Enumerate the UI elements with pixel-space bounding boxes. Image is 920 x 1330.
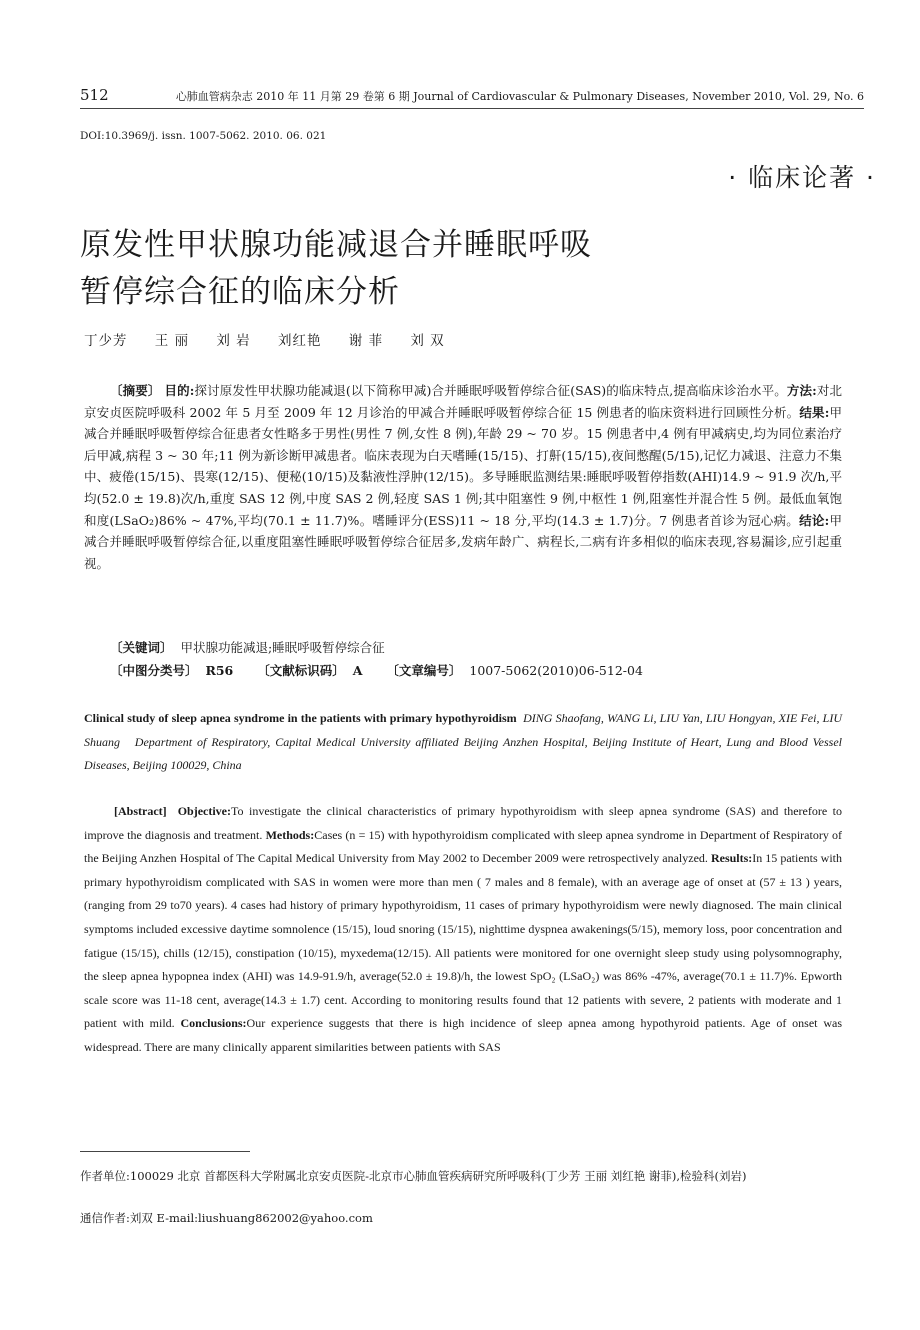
author: 谢 菲 [348,333,384,349]
en-conclusions-text: Our experience suggests that there is high incidence of sleep apnea among hypothyroid patients. Age of onset was widespread. There are many clinically apparent similarities between patients with SAS [84,1016,842,1054]
abstract-label: 〔摘要〕 [110,383,161,398]
author: 刘 岩 [216,333,251,349]
conclusion-text: 甲减合并睡眠呼吸暂停综合征,以重度阻塞性睡眠呼吸暂停综合征居多,发病年龄广、病程长,二病有许多相似的临床表现,容易漏诊,应引起重视。 [84,512,842,571]
methods-text: 对北京安贞医院呼吸科 2002 年 5 月至 2009 年 12 月诊治的甲减合并睡眠呼吸暂停综合征 15 例患者的临床资料进行回顾性分析。 [84,383,842,420]
methods-label: 方法: [786,383,817,398]
english-authors: DING Shaofang, WANG Li, LIU Yan, LIU Hongyan, XIE Fei, LIU Shuang [84,711,842,749]
title-line-2: 暂停综合征的临床分析 [80,274,400,310]
en-results-label: Results: [710,851,753,866]
english-abstract [84,800,842,1060]
author: 刘红艳 [277,333,322,349]
title-line-1: 原发性甲状腺功能减退合并睡眠呼吸 [80,227,592,263]
results-text: 甲减合并睡眠呼吸暂停综合征患者女性略多于男性(男性 7 例,女性 8 例),年龄 29 ~ 70 岁。15 例患者中,4 例有甲减病史,均为同位素治疗后甲减,病程 3 ~ 30 年;11 例为新诊断甲减患者。临床表现为白天嗜睡(15/15)、打鼾(15/15),夜间憋醒(5/15),记忆力减退、注意力不集中、疲倦(15/15)、畏寒(12/15)、便秘(10/15)及黏液性浮肿(12/15)。多导睡眠监测结果:睡眠呼吸暂停指数(AHI)14.9 ~ 91.9 次/h,平均(52.0 ± 19.8)次/h,重度 SAS 12 例,中度 SAS 2 例,轻度 SAS 1 例;其中阻塞性 9 例,中枢性 1 例,阻塞性并混合性 5 例。最低血氧饱和度(LSaO₂)86% ~ 47%,平均(70.1 ± 11.7)%。嗜睡评分(ESS)11 ~ 18 分,平均(14.3 ± 1.7)分。7 例患者首诊为冠心病。 [84,404,842,528]
objective-label: 目的: [164,383,195,398]
en-conclusions-label: Conclusions: [180,1016,247,1031]
objective-text: 探讨原发性甲状腺功能减退(以下简称甲减)合并睡眠呼吸暂停综合征(SAS)的临床特点,提高临床诊治水平。 [194,383,787,398]
en-abstract-label: [Abstract] [114,804,167,818]
en-methods-text: Cases (n = 15) with hypothyroidism complicated with sleep apnea syndrome in Department of Respiratory of the Beijing Anzhen Hospital of The Capital Medical University from May 2002 to December 2009 were retrospectively analyzed. [84,827,843,866]
en-objective-label: Objective: [177,804,231,818]
keywords-label: 〔关键词〕 [110,640,173,655]
keywords [110,638,385,656]
keywords-text: 甲状腺功能减退;睡眠呼吸暂停综合征 [180,640,385,655]
article-no-label: 〔文章编号〕 [386,663,462,678]
english-title: Clinical study of sleep apnea syndrome in the patients with primary hypothyroidism [84,711,517,725]
footnote-rule [80,1151,250,1152]
classification-line [110,661,683,679]
author-list [84,329,467,349]
author: 丁少芳 [84,333,128,349]
en-methods-label: Methods: [265,827,315,842]
chinese-abstract [84,380,842,574]
article-title [80,222,800,316]
clc-value: R56 [205,663,234,678]
section-label: · 临床论著 · [728,163,876,192]
header-rule [80,108,864,109]
author: 王 丽 [154,333,190,349]
doi: DOI:10.3969/j. issn. 1007-5062. 2010. 06. 021 [80,130,327,142]
clc-label: 〔中图分类号〕 [110,663,198,678]
conclusion-label: 结论: [799,512,830,528]
doc-code-value: A [352,663,363,678]
page-header [80,86,864,108]
en-results-text: In 15 patients with primary hypothyroidism complicated with SAS in women were more than men ( 7 males and 8 female), with an average age of onset at (57 ± 13 ) years, (ranging from 29 to70 years). 4 cases had history of primary hypothyroidism, 11 cases of primary hypothyroidism were newly diagnosed. The main clinical symptoms included excessive daytime somnolence (15/15), loud snoring (15/15), nighttime dyspnea awakenings(5/15), memory loss, poor concentration and fatigue (15/15), chills (12/15), constipation (10/15), myxedema(12/15). All patients were monitored for one overnight sleep study using polysomnography, the sleep apnea hypopnea index (AHI) was 14.9-91.9/h, average(52.0 ± 19.8)/h, the lowest SpO₂ (LSaO₂) was 86% -47%, average(70.1 ± 11.7)%. Epworth scale score was 11-18 cent, average(14.3 ± 1.7) cent. According to monitoring results found that 12 patients with severe, 2 patients with moderate and 1 patient with mild. [84,851,843,1031]
en-objective-text: To investigate the clinical characteristics of primary hypothyroidism with sleep apnea syndrome (SAS) and therefore to improve the diagnosis and treatment. [84,804,843,842]
page-number: 512 [80,86,109,104]
running-title: 心肺血管病杂志 2010 年 11 月第 29 卷第 6 期 Journal of Cardiovascular & Pulmonary Diseases, November 2010, Vol. 29, No. 6 [175,90,864,103]
author: 刘 双 [410,333,445,349]
english-title-block [84,707,842,778]
author-affiliation-footnote: 作者单位:100029 北京 首都医科大学附属北京安贞医院-北京市心肺血管疾病研究所呼吸科(丁少芳 王丽 刘红艳 谢菲),检验科(刘岩) [80,1169,747,1183]
results-label: 结果: [799,404,830,420]
doc-code-label: 〔文献标识码〕 [257,663,345,678]
article-no-value: 1007-5062(2010)06-512-04 [469,663,643,678]
english-affiliation: Department of Respiratory, Capital Medical University affiliated Beijing Anzhen Hospital, Beijing Institute of Heart, Lung and Blood Vessel Diseases, Beijing 100029, China [84,734,842,773]
correspondence-footnote: 通信作者:刘双 E-mail:liushuang862002@yahoo.com [80,1211,373,1225]
